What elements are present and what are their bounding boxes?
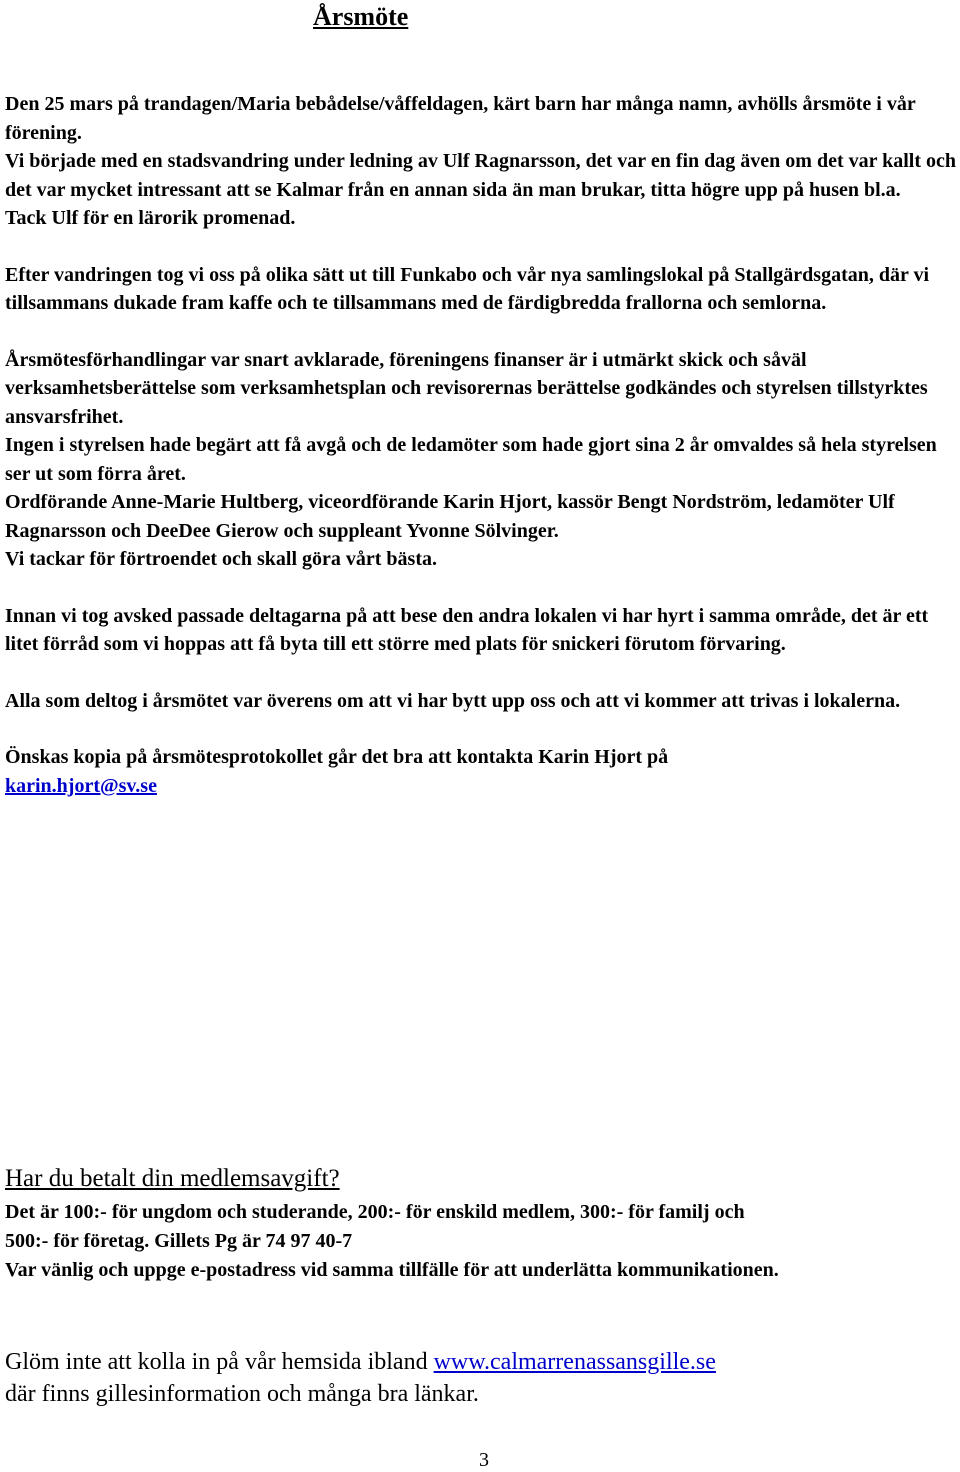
paragraph-city-walk: Vi började med en stadsvandring under ledning av Ulf Ragnarsson, det var en fin dag även om det var kallt och det var mycket intressant att se Kalmar från en annan sida än man brukar, titta högre upp på husen bl.a. [5, 150, 957, 201]
paragraph-board-members: Ordförande Anne-Marie Hultberg, viceordförande Karin Hjort, kassör Bengt Nordström, ledamöter Ulf Ragnarsson och DeeDee Gierow och suppleant Yvonne Sölvinger. [5, 491, 895, 542]
page-number: 3 [479, 1449, 489, 1471]
paragraph-thanks: Tack Ulf för en lärorik promenad. [5, 207, 296, 229]
membership-email-note: Var vänlig och uppge e-postadress vid samma tillfälle för att underlätta kommunikationen. [5, 1259, 779, 1281]
page-title: Årsmöte [313, 2, 409, 31]
paragraph-agreement: Alla som deltog i årsmötet var överens om att vi har bytt upp oss och att vi kommer att trivas i lokalerna. [5, 689, 901, 712]
website-description: där finns gillesinformation och många bra länkar. [5, 1381, 479, 1407]
membership-info [5, 1198, 960, 1285]
website-text: Glöm inte att kolla in på vår hemsida ibland [5, 1349, 434, 1375]
protocol-text: Önskas kopia på årsmötesprotokollet går det bra att kontakta Karin Hjort på [5, 746, 669, 768]
membership-giro: 500:- för företag. Gillets Pg är 74 97 40-7 [5, 1230, 353, 1252]
website-reminder [5, 1346, 957, 1410]
paragraph-meeting: Årsmötesförhandlingar var snart avklarade, föreningens finanser är i utmärkt skick och såväl verksamhetsberättelse som verksamhetsplan och revisorernas berättelse godkändes och styrelsen tillstyrktes ansvarsfrihet. [5, 348, 928, 428]
membership-heading: Har du betalt din medlemsavgift? [5, 1165, 340, 1192]
article-body [5, 90, 957, 800]
paragraph-protocol [5, 743, 957, 800]
paragraph-new-venue: Efter vandringen tog vi oss på olika sätt ut till Funkabo och vår nya samlingslokal på Stallgärdsgatan, där vi tillsammans dukade fram kaffe och te tillsammans med de färdigbredda frallorna och semlorna. [5, 263, 930, 314]
website-line [5, 1346, 957, 1378]
email-link[interactable]: karin.hjort@sv.se [5, 774, 157, 797]
paragraph-second-venue: Innan vi tog avsked passade deltagarna på att bese den andra lokalen vi har hyrt i samma område, det är ett litet förråd som vi hoppas att få byta till ett större med plats för snickeri förutom förvaring. [5, 604, 929, 655]
website-link[interactable]: www.calmarrenassansgille.se [433, 1349, 716, 1375]
paragraph-gratitude: Vi tackar för förtroendet och skall göra vårt bästa. [5, 548, 437, 570]
paragraph-intro: Den 25 mars på trandagen/Maria bebådelse/våffeldagen, kärt barn har många namn, avhölls årsmöte i vår förening. [5, 93, 916, 144]
paragraph-board-reelected: Ingen i styrelsen hade begärt att få avgå och de ledamöter som hade gjort sina 2 år omvaldes så hela styrelsen ser ut som förra året. [5, 434, 937, 485]
membership-fees: Det är 100:- för ungdom och studerande, 200:- för enskild medlem, 300:- för familj och [5, 1201, 745, 1223]
